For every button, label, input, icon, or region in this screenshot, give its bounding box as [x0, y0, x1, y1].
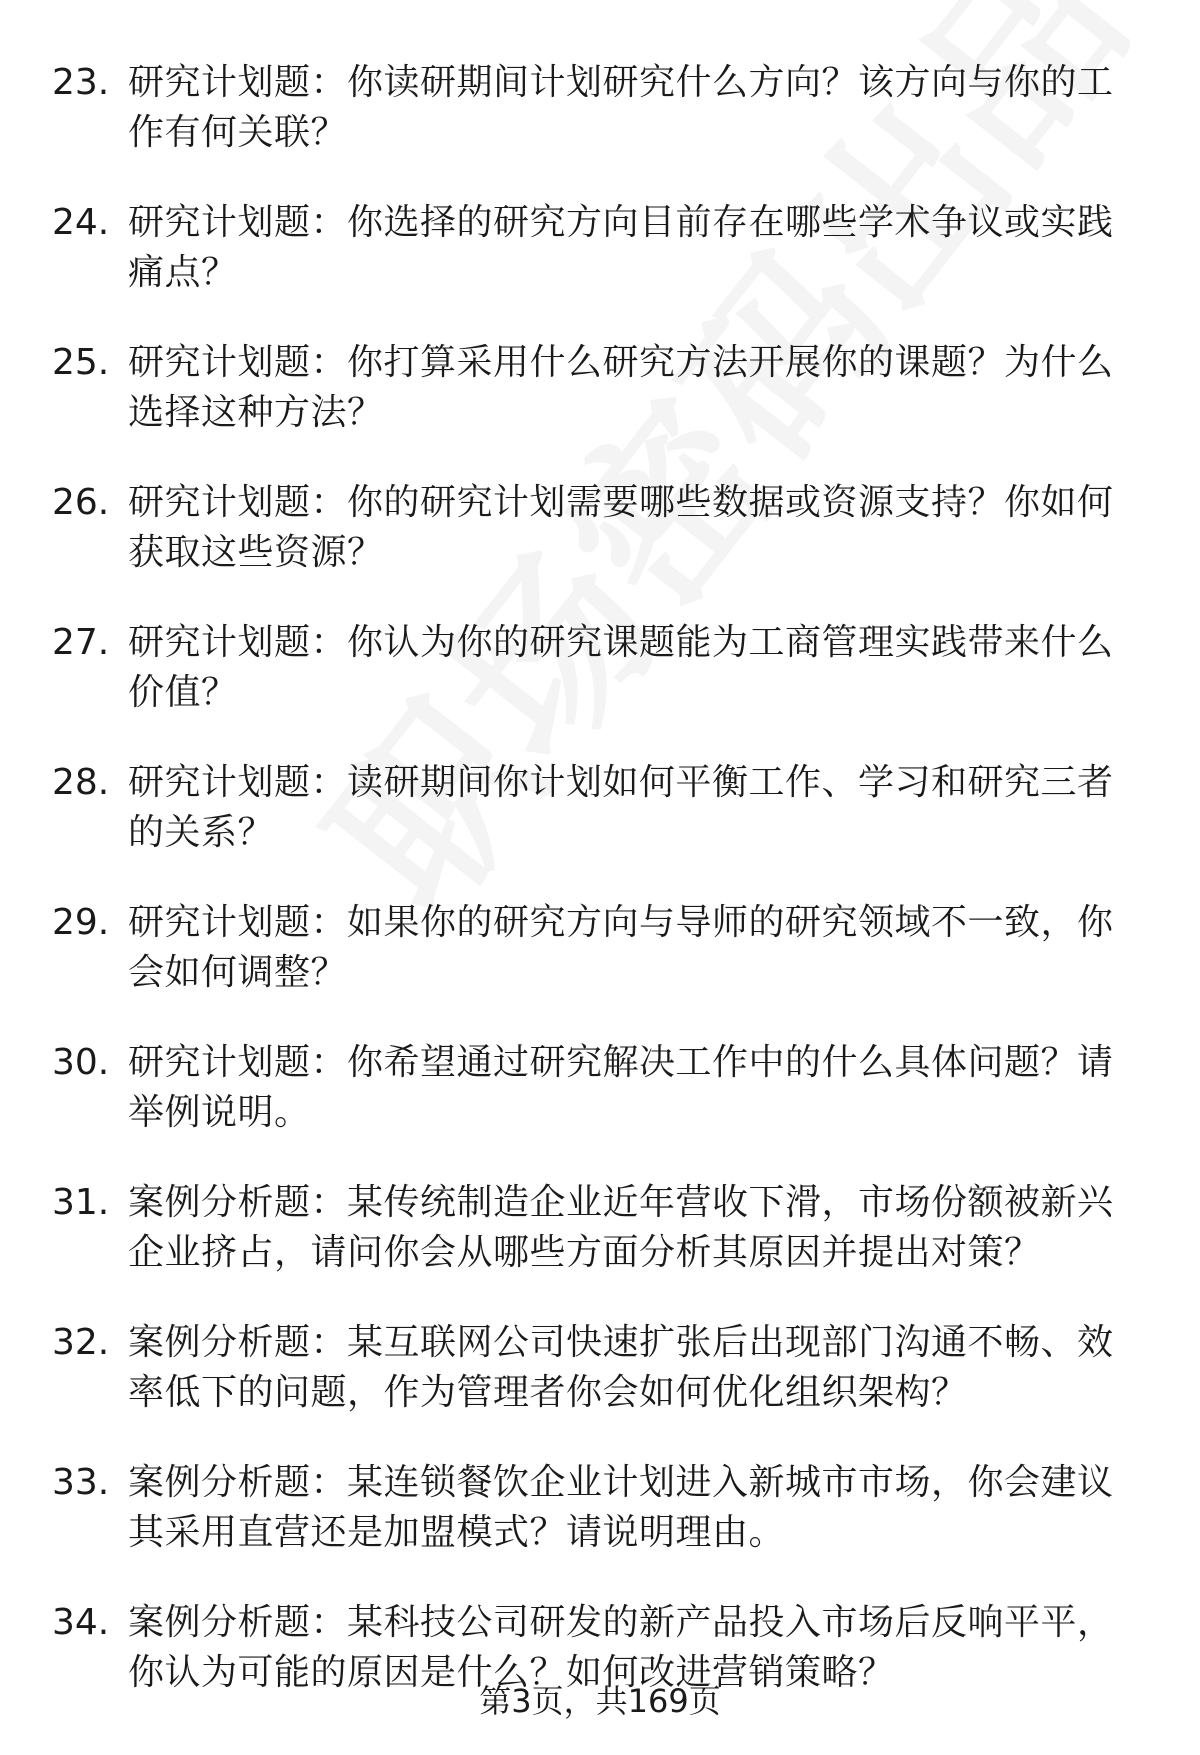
question-list	[52, 58, 1142, 1738]
question-text: 案例分析题：某连锁餐饮企业计划进入新城市市场，你会建议其采用直营还是加盟模式？请说明理由。	[128, 1462, 1114, 1553]
list-item	[52, 478, 1142, 578]
question-number: 32.	[52, 1322, 110, 1363]
question-text: 研究计划题：读研期间你计划如何平衡工作、学习和研究三者的关系？	[128, 762, 1114, 853]
question-text: 研究计划题：你希望通过研究解决工作中的什么具体问题？请举例说明。	[128, 1042, 1114, 1133]
question-number: 26.	[52, 482, 110, 523]
question-number: 30.	[52, 1042, 110, 1083]
question-text: 案例分析题：某科技公司研发的新产品投入市场后反响平平，你认为可能的原因是什么？如何改进营销策略？	[128, 1602, 1114, 1693]
list-item	[52, 1038, 1142, 1138]
question-text: 案例分析题：某传统制造企业近年营收下滑，市场份额被新兴企业挤占，请问你会从哪些方面分析其原因并提出对策？	[128, 1182, 1114, 1273]
question-number: 28.	[52, 762, 110, 803]
list-item	[52, 58, 1142, 158]
list-item	[52, 1318, 1142, 1418]
list-item	[52, 1178, 1142, 1278]
question-number: 24.	[52, 202, 110, 243]
page-number-footer: 第3页，共169页	[479, 1682, 721, 1720]
question-text: 研究计划题：你打算采用什么研究方法开展你的课题？为什么选择这种方法？	[128, 342, 1114, 433]
list-item	[52, 898, 1142, 998]
question-text: 案例分析题：某互联网公司快速扩张后出现部门沟通不畅、效率低下的问题，作为管理者你会如何优化组织架构？	[128, 1322, 1114, 1413]
list-item	[52, 198, 1142, 298]
question-number: 34.	[52, 1602, 110, 1643]
question-number: 29.	[52, 902, 110, 943]
list-item	[52, 338, 1142, 438]
list-item	[52, 618, 1142, 718]
question-text: 研究计划题：你的研究计划需要哪些数据或资源支持？你如何获取这些资源？	[128, 482, 1114, 573]
question-number: 33.	[52, 1462, 110, 1503]
question-number: 23.	[52, 62, 110, 103]
list-item	[52, 758, 1142, 858]
question-text: 研究计划题：你选择的研究方向目前存在哪些学术争议或实践痛点？	[128, 202, 1114, 293]
question-number: 31.	[52, 1182, 110, 1223]
question-number: 25.	[52, 342, 110, 383]
question-text: 研究计划题：你认为你的研究课题能为工商管理实践带来什么价值？	[128, 622, 1114, 713]
question-text: 研究计划题：如果你的研究方向与导师的研究领域不一致，你会如何调整？	[128, 902, 1114, 993]
question-number: 27.	[52, 622, 110, 663]
question-text: 研究计划题：你读研期间计划研究什么方向？该方向与你的工作有何关联？	[128, 62, 1114, 153]
list-item	[52, 1458, 1142, 1558]
